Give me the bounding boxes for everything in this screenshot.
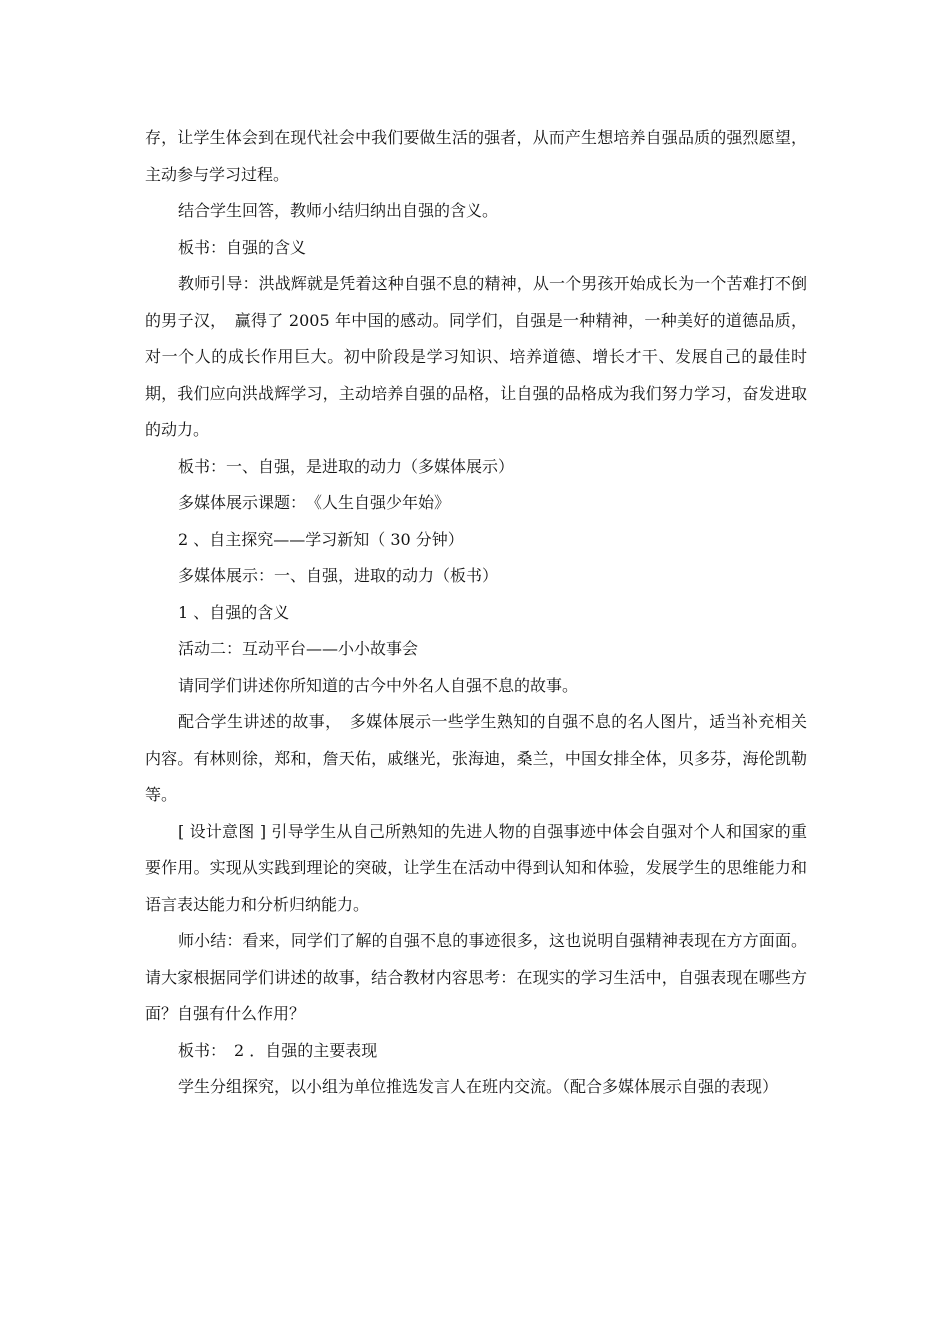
document-body [145,120,807,1106]
paragraph-lesson-title: 多媒体展示课题： 《人生自强少年始》 [178,493,451,512]
paragraph-teacher-summary: 结合学生回答，教师小结归纳出自强的含义。 [178,201,499,220]
paragraph-board-section-one: 板书：一、自强，是进取的动力（多媒体展示） [178,456,515,476]
paragraph-multimedia-display: 多媒体展示：一、自强，进取的动力（板书） [178,566,499,585]
paragraph-design-intent: [ 设计意图 ] 引导学生从自己所熟知的先进人物的自强事迹中体会自强对个人和国家的重要作用。实现从实践到理论的突破，让学生在活动中得到认知和体验，发展学生的思维能力和语言表达能力和分析归纳能力。 [145,821,807,914]
paragraph-teacher-guide: 教师引导：洪战辉就是凭着这种自强不息的精神，从一个男孩开始成长为一个苦难打不倒的男子汉， 赢得了 2005 年中国的感动。同学们，自强是一种精神，一种美好的道德品质，对一个人的成长作用巨大。初中阶段是学习知识、培养道德、增长才干、发展自己的最佳时期，我们应向洪战辉学习，主动培养自强的品格，让自强的品格成为我们努力学习，奋发进取的动力。 [145,274,807,439]
paragraph-story-prompt: 请同学们讲述你所知道的古今中外名人自强不息的故事。 [178,675,579,695]
paragraph-teacher-conclusion: 师小结：看来，同学们了解的自强不息的事迹很多，这也说明自强精神表现在方方面面。请大家根据同学们讲述的故事，结合教材内容思考：在现实的学习生活中，自强表现在哪些方面？自强有什么作用？ [145,931,807,1023]
paragraph-famous-people: 配合学生讲述的故事， 多媒体展示一些学生熟知的自强不息的名人图片，适当补充相关内容。有林则徐，郑和，詹天佑，戚继光，张海迪，桑兰，中国女排全体，贝多芬，海伦凯勒等。 [145,712,807,804]
paragraph-meaning-heading: 1 、自强的含义 [178,602,290,622]
paragraph-board-meaning: 板书：自强的含义 [178,237,307,257]
paragraph-board-main-expression: 板书： 2 ．自强的主要表现 [178,1040,378,1060]
paragraph-activity-two: 活动二：互动平台——小小故事会 [178,639,419,658]
paragraph-group-discussion: 学生分组探究，以小组为单位推选发言人在班内交流。（配合多媒体展示自强的表现） [178,1077,779,1096]
paragraph-continuation: 存，让学生体会到在现代社会中我们要做生活的强者，从而产生想培养自强品质的强烈愿望，主动参与学习过程。 [145,128,807,184]
paragraph-step-two: 2 、自主探究——学习新知（ 30 分钟） [178,529,464,549]
